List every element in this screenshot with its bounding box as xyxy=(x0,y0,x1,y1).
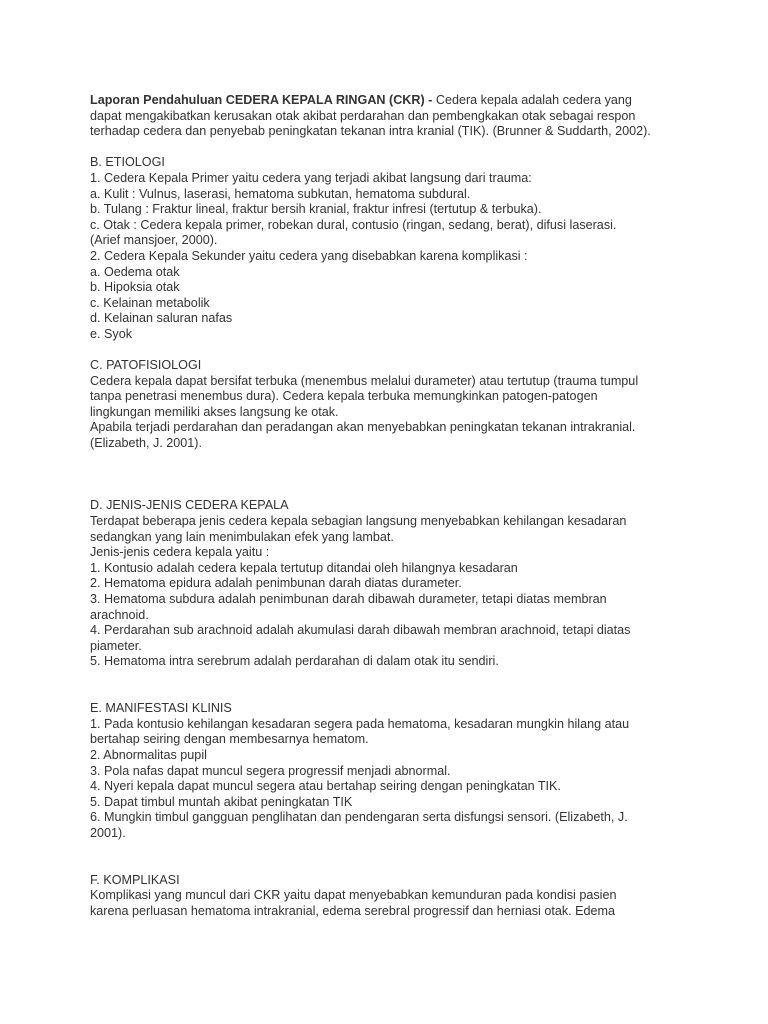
text-line: c. Otak : Cedera kepala primer, robekan dural, contusio (ringan, sedang, berat), difusi laserasi. xyxy=(90,217,617,232)
section-heading: C. PATOFISIOLOGI xyxy=(90,358,202,373)
text-line: (Arief mansjoer, 2000). xyxy=(90,233,218,248)
text-line: 2. Hematoma epidura adalah penimbunan darah diatas durameter. xyxy=(90,576,462,591)
text-line: d. Kelainan saluran nafas xyxy=(90,311,233,326)
document-page xyxy=(90,93,690,919)
text-line: Terdapat beberapa jenis cedera kepala sebagian langsung menyebabkan kehilangan kesadaran xyxy=(90,514,627,529)
text-line: sedangkan yang lain menimbulakan efek yang lambat. xyxy=(90,529,394,544)
intro-line-1 xyxy=(90,93,690,109)
section-heading: D. JENIS-JENIS CEDERA KEPALA xyxy=(90,498,289,513)
document-title: Laporan Pendahuluan CEDERA KEPALA RINGAN (CKR) - xyxy=(90,93,433,107)
text-line: 2. Cedera Kepala Sekunder yaitu cedera yang disebabkan karena komplikasi : xyxy=(90,248,528,263)
text-line: 1. Pada kontusio kehilangan kesadaran segera pada hematoma, kesadaran mungkin hilang atau xyxy=(90,716,630,731)
text-line: Jenis-jenis cedera kepala yaitu : xyxy=(90,545,270,560)
text-line: karena perluasan hematoma intrakranial, edema serebral progressif dan herniasi otak. Edema xyxy=(90,903,616,918)
text-line: 2. Abnormalitas pupil xyxy=(90,747,207,762)
text-line: arachnoid. xyxy=(90,607,149,622)
text-line: lingkungan memiliki akses langsung ke otak. xyxy=(90,404,339,419)
intro-text: Cedera kepala adalah cedera yang xyxy=(432,93,632,107)
section-komplikasi xyxy=(90,873,690,920)
text-line: 6. Mungkin timbul gangguan penglihatan dan pendengaran serta disfungsi sensori. (Elizabeth, J. xyxy=(90,810,628,825)
section-manifestasi-klinis xyxy=(90,701,690,841)
section-heading: E. MANIFESTASI KLINIS xyxy=(90,701,232,716)
text-line: 2001). xyxy=(90,825,126,840)
text-line: b. Hipoksia otak xyxy=(90,280,180,295)
text-line: Apabila terjadi perdarahan dan peradangan akan menyebabkan peningkatan tekanan intrakranial. xyxy=(90,420,636,435)
text-line: piameter. xyxy=(90,638,142,653)
text-line: Komplikasi yang muncul dari CKR yaitu dapat menyebabkan kemunduran pada kondisi pasien xyxy=(90,888,617,903)
text-line: a. Oedema otak xyxy=(90,264,180,279)
text-line: 1. Cedera Kepala Primer yaitu cedera yang terjadi akibat langsung dari trauma: xyxy=(90,170,532,185)
text-line: b. Tulang : Fraktur lineal, fraktur bersih kranial, fraktur infresi (tertutup & terbuka). xyxy=(90,202,542,217)
intro-line-3: terhadap cedera dan penyebab peningkatan tekanan intra kranial (TIK). (Brunner & Suddarth, 2002). xyxy=(90,124,651,139)
text-line: tanpa penetrasi menembus dura). Cedera kepala terbuka memungkinkan patogen-patogen xyxy=(90,389,598,404)
text-line: c. Kelainan metabolik xyxy=(90,295,210,310)
text-line: a. Kulit : Vulnus, laserasi, hematoma subkutan, hematoma subdural. xyxy=(90,186,471,201)
section-etiologi xyxy=(90,155,690,342)
text-line: 1. Kontusio adalah cedera kepala tertutup ditandai oleh hilangnya kesadaran xyxy=(90,560,518,575)
text-line: 3. Pola nafas dapat muncul segera progressif menjadi abnormal. xyxy=(90,763,451,778)
text-line: (Elizabeth, J. 2001). xyxy=(90,436,203,451)
intro-line-2: dapat mengakibatkan kerusakan otak akibat perdarahan dan pembengkakan otak sebagai respon xyxy=(90,108,636,123)
text-line: Cedera kepala dapat bersifat terbuka (menembus melalui durameter) atau tertutup (trauma tumpul xyxy=(90,373,639,388)
text-line: 5. Hematoma intra serebrum adalah perdarahan di dalam otak itu sendiri. xyxy=(90,654,499,669)
text-line: 4. Perdarahan sub arachnoid adalah akumulasi darah dibawah membran arachnoid, tetapi diatas xyxy=(90,623,631,638)
section-jenis-cedera xyxy=(90,498,690,670)
text-line: bertahap seiring dengan membesarnya hematom. xyxy=(90,732,369,747)
section-heading: F. KOMPLIKASI xyxy=(90,872,180,887)
text-line: e. Syok xyxy=(90,326,132,341)
section-heading: B. ETIOLOGI xyxy=(90,155,165,170)
text-line: 5. Dapat timbul muntah akibat peningkatan TIK xyxy=(90,794,353,809)
section-patofisiologi xyxy=(90,358,690,452)
intro-paragraph xyxy=(90,93,690,140)
text-line: 4. Nyeri kepala dapat muncul segera atau bertahap seiring dengan peningkatan TIK. xyxy=(90,779,561,794)
text-line: 3. Hematoma subdura adalah penimbunan darah dibawah durameter, tetapi diatas membran xyxy=(90,592,607,606)
